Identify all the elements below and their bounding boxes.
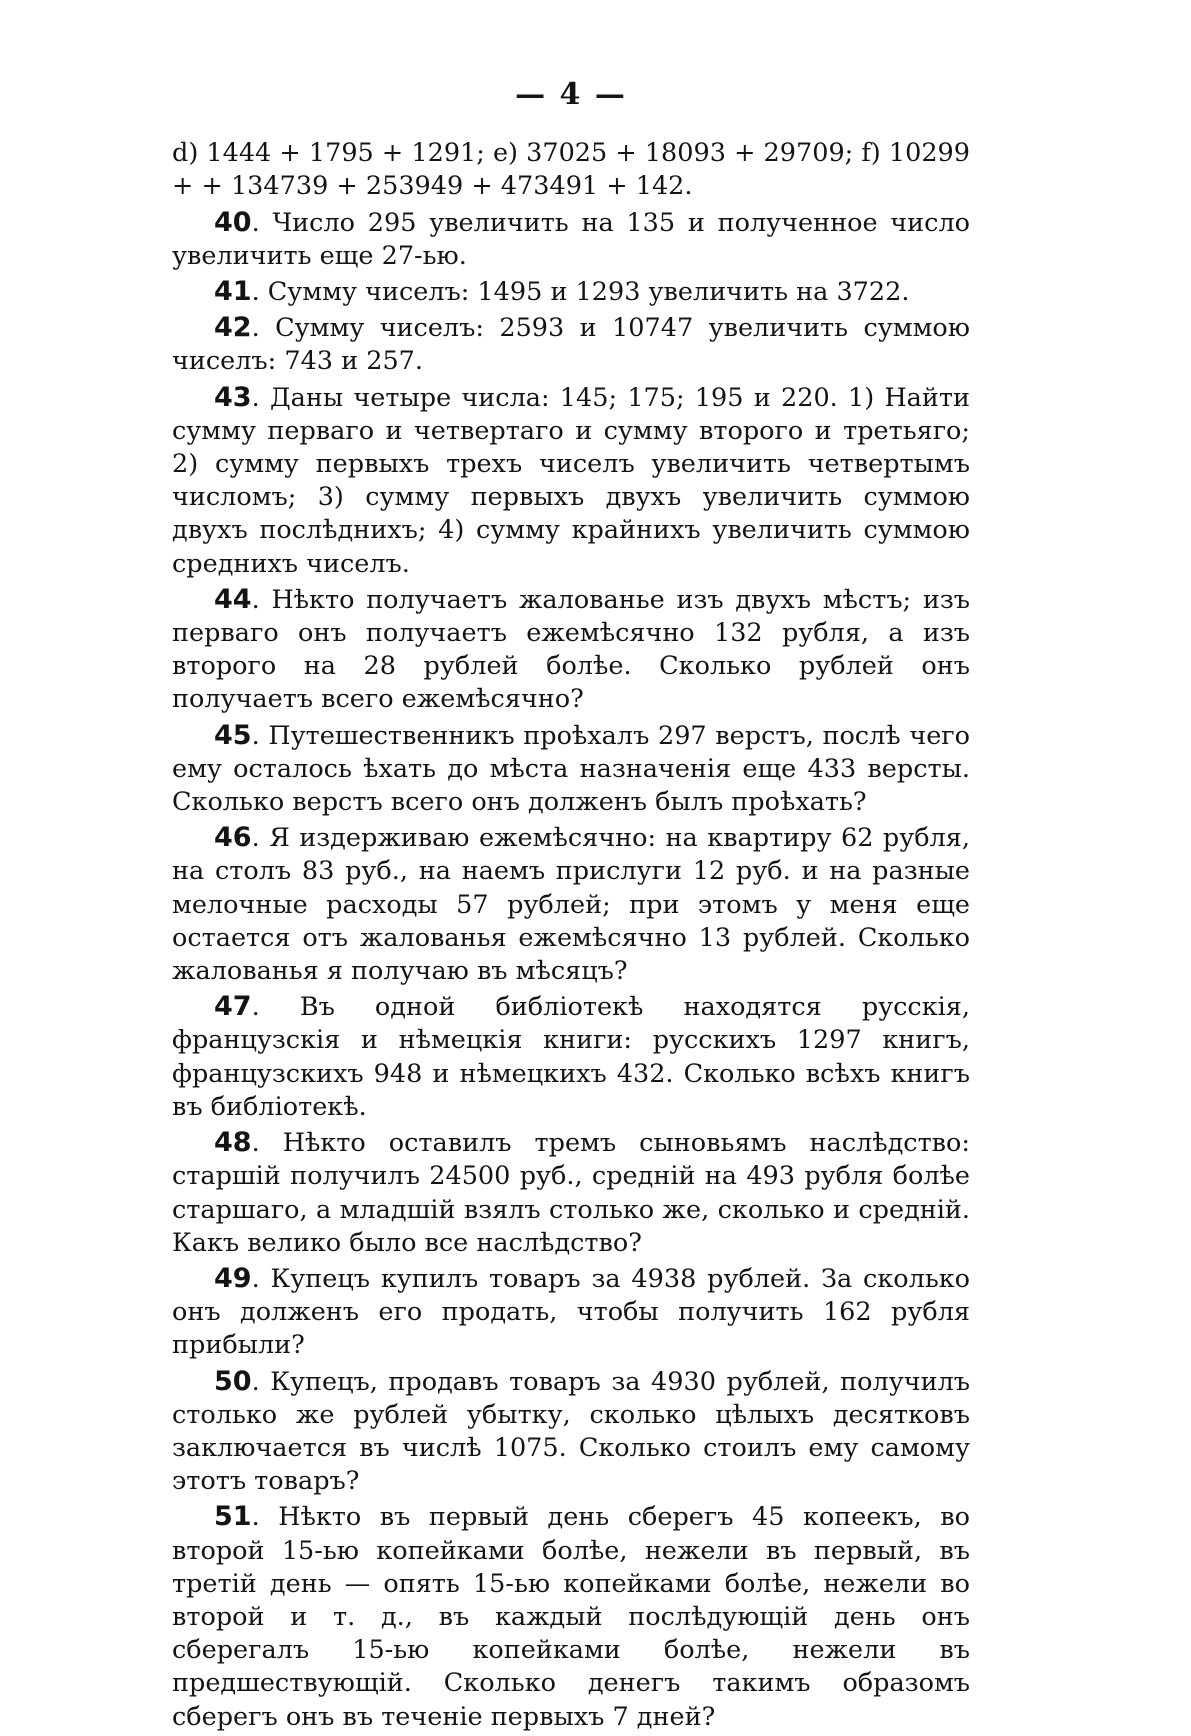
problem-number: 50	[214, 1365, 252, 1397]
problem-number: 45	[214, 719, 252, 751]
problem-number: 47	[214, 991, 252, 1023]
problem-45: 45. Путешественникъ проѣхалъ 297 верстъ, послѣ чего ему осталось ѣхать до мѣста назначенія еще 433 версты. Сколько верстъ всего онъ долженъ былъ проѣхать?	[172, 719, 970, 818]
problem-number: 51	[214, 1501, 252, 1533]
problem-text: Число 295 увеличить на 135 и полученное число увеличить еще 27-ью.	[172, 207, 970, 271]
book-page	[172, 78, 970, 1736]
problem-47: 47. Въ одной библіотекѣ находятся русскія, французскія и нѣмецкія книги: русскихъ 1297 книгъ, французскихъ 948 и нѣмецкихъ 432. Сколько всѣхъ книгъ въ библіотекѣ.	[172, 991, 971, 1122]
problem-48: 48. Нѣкто оставилъ тремъ сыновьямъ наслѣдство: старшій получилъ 24500 руб., средній на 493 рубля болѣе старшаго, а младшій взялъ столько же, сколько и средній. Какъ велико было все наслѣдство?	[172, 1127, 970, 1258]
problem-number: 41	[214, 276, 252, 308]
problem-text: Путешественникъ проѣхалъ 297 верстъ, послѣ чего ему осталось ѣхать до мѣста назначенія еще 433 версты. Сколько верстъ всего онъ долженъ былъ проѣхать?	[172, 720, 970, 818]
problem-text: Купецъ, продавъ товаръ за 4930 рублей, получилъ столько же рублей убытку, сколько цѣлыхъ десятковъ заключается въ числѣ 1075. Сколько стоилъ ему самому этотъ товаръ?	[172, 1366, 970, 1497]
problem-text: Сумму чиселъ: 1495 и 1293 увеличить на 3722.	[267, 277, 910, 308]
problem-41: 41. Сумму чиселъ: 1495 и 1293 увеличить на 3722.	[214, 276, 910, 308]
problem-44: 44. Нѣкто получаетъ жалованье изъ двухъ мѣстъ; изъ перваго онъ получаетъ ежемѣсячно 132 рубля, а изъ второго на 28 рублей болѣе. Сколько рублей онъ получаетъ всего ежемѣсячно?	[172, 583, 970, 715]
problem-43: 43. Даны четыре числа: 145; 175; 195 и 220. 1) Найти сумму перваго и четвертаго и сумму второго и третьяго; 2) сумму первыхъ трехъ чиселъ увеличить четвертымъ числомъ; 3) сумму первыхъ двухъ увеличить суммою двухъ послѣднихъ; 4) сумму крайнихъ увеличить суммою среднихъ чиселъ.	[172, 381, 970, 579]
continuation-line: d) 1444 + 1795 + 1291; e) 37025 + 18093 + 29709; f) 10299 +	[172, 138, 970, 202]
problem-number: 40	[214, 206, 252, 238]
problem-number: 48	[214, 1127, 252, 1159]
problem-number: 46	[214, 822, 252, 854]
problem-number: 42	[214, 312, 252, 344]
problem-number: 44	[214, 583, 252, 615]
problem-51: 51. Нѣкто въ первый день сберегъ 45 копеекъ, во второй 15-ью копейками болѣе, нежели въ первый, въ третій день — опять 15-ью копейками болѣе, нежели во второй и т. д., въ каждый послѣдующій день онъ сберегалъ 15-ью копейками болѣе, нежели въ предшествующій. Сколько денегъ такимъ образомъ сберегъ онъ въ теченіе первыхъ 7 дней?	[172, 1501, 970, 1732]
continuation-paragraph	[172, 137, 970, 203]
problem-text: Купецъ купилъ товаръ за 4938 рублей. За сколько онъ долженъ его продать, чтобы получить 162 рубля прибыли?	[172, 1263, 970, 1361]
continuation-line: + 134739 + 253949 + 473491 + 142.	[201, 171, 693, 202]
problem-40: 40. Число 295 увеличить на 135 и полученное число увеличить еще 27-ью.	[172, 206, 970, 271]
problem-42: 42. Сумму чиселъ: 2593 и 10747 увеличить суммою чиселъ: 743 и 257.	[172, 312, 970, 377]
problem-text: Нѣкто получаетъ жалованье изъ двухъ мѣстъ; изъ перваго онъ получаетъ ежемѣсячно 132 рубля, а изъ второго на 28 рублей болѣе. Сколько рублей онъ получаетъ всего ежемѣсячно?	[172, 584, 970, 715]
problem-text: Нѣкто въ первый день сберегъ 45 копеекъ, во второй 15-ью копейками болѣе, нежели въ первый, въ третій день — опять 15-ью копейками болѣе, нежели во второй и т. д., въ каждый послѣдующій день онъ сберегалъ 15-ью копейками болѣе, нежели въ предшествующій. Сколько денегъ такимъ образомъ сберегъ онъ въ теченіе первыхъ 7 дней?	[172, 1502, 970, 1732]
problem-text: Въ одной библіотекѣ находятся русскія, французскія и нѣмецкія книги: русскихъ 1297 книгъ, французскихъ 948 и нѣмецкихъ 432. Сколько всѣхъ книгъ въ библіотекѣ.	[172, 992, 971, 1122]
problem-text: Нѣкто оставилъ тремъ сыновьямъ наслѣдство: старшій получилъ 24500 руб., средній на 493 рубля болѣе старшаго, а младшій взялъ столько же, сколько и средній. Какъ велико было все наслѣдство?	[172, 1128, 970, 1258]
problem-46: 46. Я издерживаю ежемѣсячно: на квартиру 62 рубля, на столъ 83 руб., на наемъ прислуги 12 руб. и на разные мелочные расходы 57 рублей; при этомъ у меня еще остается отъ жалованья ежемѣсячно 13 рублей. Сколько жалованья я получаю въ мѣсяцъ?	[172, 822, 970, 987]
problem-49: 49. Купецъ купилъ товаръ за 4938 рублей. За сколько онъ долженъ его продать, чтобы получить 162 рубля прибыли?	[172, 1262, 970, 1361]
problem-text: Даны четыре числа: 145; 175; 195 и 220. 1) Найти сумму перваго и четвертаго и сумму второго и третьяго; 2) сумму первыхъ трехъ чиселъ увеличить четвертымъ числомъ; 3) сумму первыхъ двухъ увеличить суммою двухъ послѣднихъ; 4) сумму крайнихъ увеличить суммою среднихъ чиселъ.	[172, 382, 970, 579]
problem-text: Сумму чиселъ: 2593 и 10747 увеличить суммою чиселъ: 743 и 257.	[172, 313, 970, 377]
problem-number: 49	[214, 1262, 252, 1294]
problem-text: Я издерживаю ежемѣсячно: на квартиру 62 рубля, на столъ 83 руб., на наемъ прислуги 12 руб. и на разные мелочные расходы 57 рублей; при этомъ у меня еще остается отъ жалованья ежемѣсячно 13 рублей. Сколько жалованья я получаю въ мѣсяцъ?	[172, 823, 970, 987]
page-number: — 4 —	[515, 77, 627, 112]
problem-number: 43	[214, 381, 252, 413]
problem-50: 50. Купецъ, продавъ товаръ за 4930 рублей, получилъ столько же рублей убытку, сколько цѣлыхъ десятковъ заключается въ числѣ 1075. Сколько стоилъ ему самому этотъ товаръ?	[172, 1365, 970, 1497]
